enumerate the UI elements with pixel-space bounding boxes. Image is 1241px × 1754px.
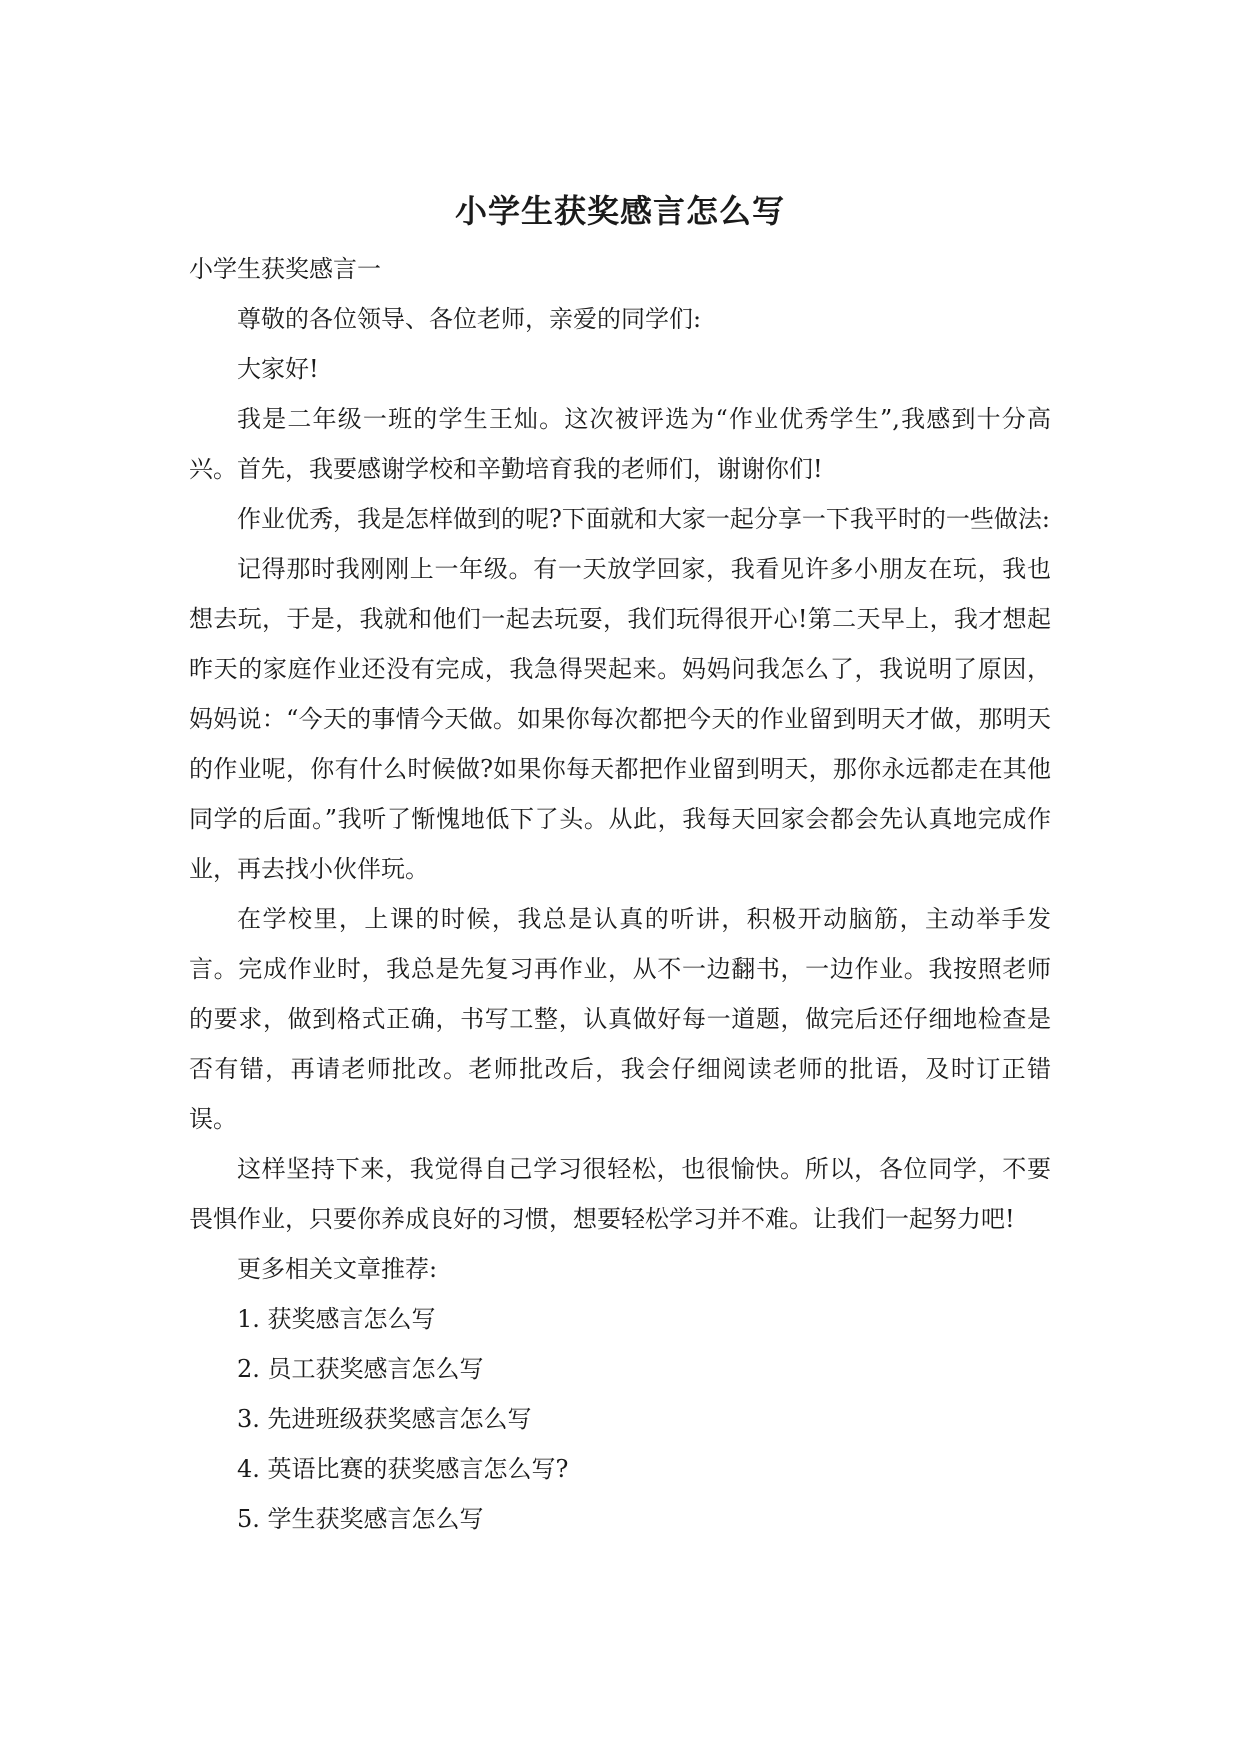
document-title: 小学生获奖感言怎么写 xyxy=(454,192,785,230)
related-article-link[interactable]: 5. 学生获奖感言怎么写 xyxy=(237,1505,484,1533)
paragraph-conclusion: 这样坚持下来，我觉得自己学习很轻松，也很愉快。所以，各位同学，不要畏惧作业，只要你养成良好的习惯，想要轻松学习并不难。让我们一起努力吧! xyxy=(189,1155,1051,1233)
document-body xyxy=(189,186,1051,1544)
related-articles-heading: 更多相关文章推荐: xyxy=(237,1255,438,1283)
paragraph-hello: 大家好! xyxy=(237,355,319,383)
related-article-link[interactable]: 3. 先进班级获奖感言怎么写 xyxy=(237,1405,532,1433)
paragraph-question: 作业优秀，我是怎样做到的呢?下面就和大家一起分享一下我平时的一些做法: xyxy=(237,505,1050,533)
related-article-link[interactable]: 4. 英语比赛的获奖感言怎么写? xyxy=(237,1455,569,1483)
section-heading: 小学生获奖感言一 xyxy=(189,255,381,283)
paragraph-introduction: 我是二年级一班的学生王灿。这次被评选为“作业优秀学生”,我感到十分高兴。首先，我要感谢学校和辛勤培育我的老师们，谢谢你们! xyxy=(189,405,1051,483)
related-article-link[interactable]: 2. 员工获奖感言怎么写 xyxy=(237,1355,484,1383)
related-articles-list xyxy=(189,1294,1051,1544)
related-article-link[interactable]: 1. 获奖感言怎么写 xyxy=(237,1305,436,1333)
paragraph-greeting: 尊敬的各位领导、各位老师，亲爱的同学们: xyxy=(237,305,702,333)
paragraph-school-habits: 在学校里，上课的时候，我总是认真的听讲，积极开动脑筋，主动举手发言。完成作业时，我总是先复习再作业，从不一边翻书，一边作业。我按照老师的要求，做到格式正确，书写工整，认真做好每一道题，做完后还仔细地检查是否有错，再请老师批改。老师批改后，我会仔细阅读老师的批语，及时订正错误。 xyxy=(189,905,1051,1133)
paragraph-story: 记得那时我刚刚上一年级。有一天放学回家，我看见许多小朋友在玩，我也想去玩，于是，我就和他们一起去玩耍，我们玩得很开心!第二天早上，我才想起昨天的家庭作业还没有完成，我急得哭起来。妈妈问我怎么了，我说明了原因，妈妈说：“今天的事情今天做。如果你每次都把今天的作业留到明天才做，那明天的作业呢，你有什么时候做?如果你每天都把作业留到明天，那你永远都走在其他同学的后面。”我听了惭愧地低下了头。从此，我每天回家会都会先认真地完成作业，再去找小伙伴玩。 xyxy=(189,555,1051,883)
